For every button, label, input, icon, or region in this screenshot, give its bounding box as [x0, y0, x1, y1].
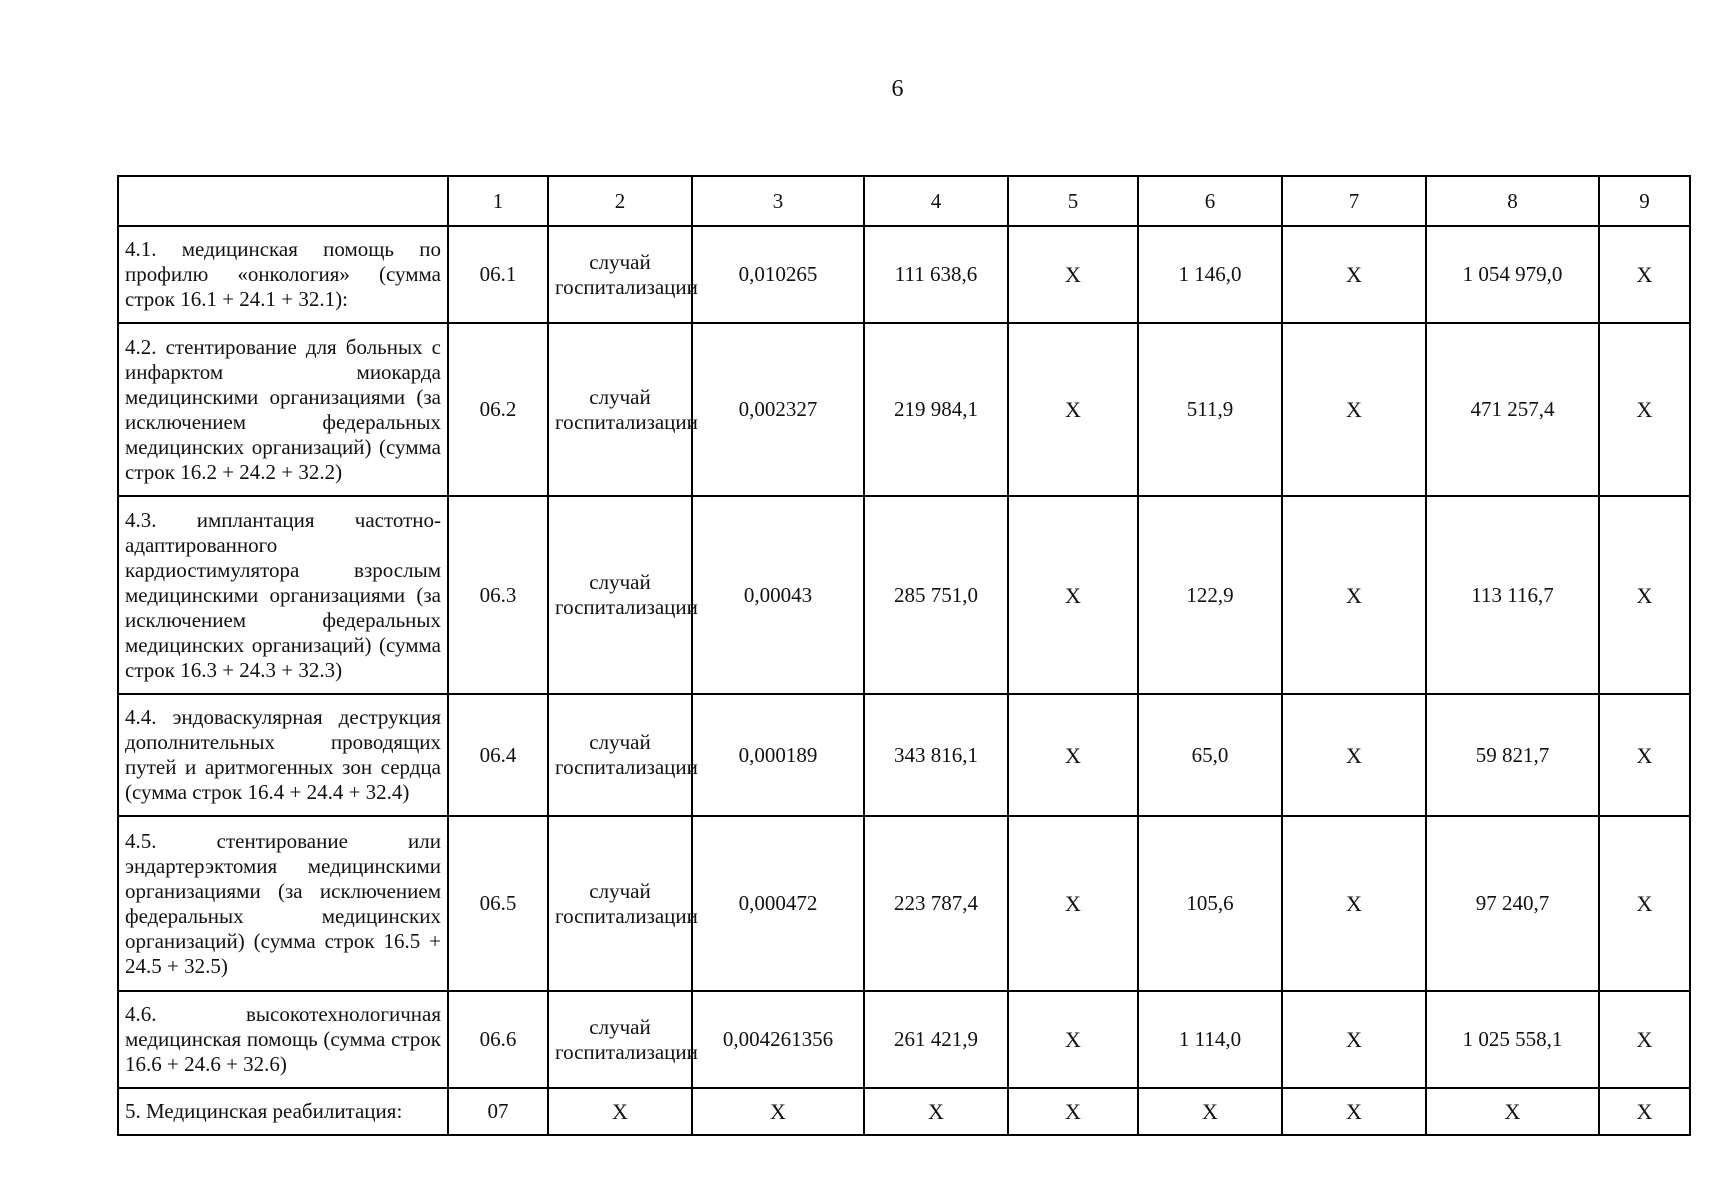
row-description: 4.4. эндоваскулярная деструкция дополнительных проводящих путей и аритмогенных зон сердца (сумма строк 16.4 + 24.4 + 32.4): [118, 694, 448, 816]
row-value: 65,0: [1138, 694, 1282, 816]
data-table: [117, 175, 1691, 1136]
row-description: 4.3. имплантация частотно-адаптированного кардиостимулятора взрослым медицинскими организациями (за исключением федеральных медицинских организаций) (сумма строк 16.3 + 24.3 + 32.3): [118, 496, 448, 694]
header-cell: 3: [692, 176, 864, 226]
row-value: 111 638,6: [864, 226, 1008, 323]
row-code: 06.6: [448, 991, 548, 1088]
header-cell: 2: [548, 176, 692, 226]
row-value: 1 146,0: [1138, 226, 1282, 323]
row-value: X: [1426, 1088, 1599, 1135]
row-unit: случай госпитализации: [548, 694, 692, 816]
header-cell: [118, 176, 448, 226]
row-value: 0,00043: [692, 496, 864, 694]
row-value: 105,6: [1138, 816, 1282, 991]
row-value: X: [1282, 226, 1426, 323]
table-row: [118, 1088, 1690, 1135]
row-value: 1 114,0: [1138, 991, 1282, 1088]
row-value: 0,002327: [692, 323, 864, 496]
row-value: X: [1599, 226, 1690, 323]
header-cell: 6: [1138, 176, 1282, 226]
row-value: 343 816,1: [864, 694, 1008, 816]
header-row: [118, 176, 1690, 226]
row-unit: случай госпитализации: [548, 816, 692, 991]
row-value: 261 421,9: [864, 991, 1008, 1088]
row-code: 06.4: [448, 694, 548, 816]
row-unit: случай госпитализации: [548, 226, 692, 323]
header-cell: 1: [448, 176, 548, 226]
row-description: 4.6. высокотехнологичная медицинская помощь (сумма строк 16.6 + 24.6 + 32.6): [118, 991, 448, 1088]
row-unit: случай госпитализации: [548, 991, 692, 1088]
row-value: X: [1599, 816, 1690, 991]
row-value: X: [1599, 496, 1690, 694]
row-value: X: [1599, 694, 1690, 816]
table-row: [118, 323, 1690, 496]
row-value: X: [864, 1088, 1008, 1135]
row-value: X: [1282, 991, 1426, 1088]
row-value: 97 240,7: [1426, 816, 1599, 991]
row-code: 06.2: [448, 323, 548, 496]
row-code: 06.3: [448, 496, 548, 694]
row-value: X: [1008, 991, 1138, 1088]
row-value: X: [1282, 496, 1426, 694]
row-value: X: [1008, 496, 1138, 694]
row-value: X: [1008, 323, 1138, 496]
header-cell: 9: [1599, 176, 1690, 226]
row-value: X: [1282, 1088, 1426, 1135]
row-value: X: [1599, 1088, 1690, 1135]
row-value: 471 257,4: [1426, 323, 1599, 496]
row-description: 4.2. стентирование для больных с инфарктом миокарда медицинскими организациями (за исключением федеральных медицинских организаций) (сумма строк 16.2 + 24.2 + 32.2): [118, 323, 448, 496]
row-value: X: [1008, 816, 1138, 991]
row-code: 06.5: [448, 816, 548, 991]
row-description: 5. Медицинская реабилитация:: [118, 1088, 448, 1135]
row-code: 06.1: [448, 226, 548, 323]
table-row: [118, 991, 1690, 1088]
row-value: X: [1282, 694, 1426, 816]
row-code: 07: [448, 1088, 548, 1135]
row-value: 59 821,7: [1426, 694, 1599, 816]
row-value: X: [1282, 323, 1426, 496]
header-cell: 8: [1426, 176, 1599, 226]
page-number: 6: [891, 76, 904, 102]
row-value: X: [1008, 226, 1138, 323]
row-value: 285 751,0: [864, 496, 1008, 694]
row-value: 113 116,7: [1426, 496, 1599, 694]
row-value: 0,004261356: [692, 991, 864, 1088]
row-value: 0,000472: [692, 816, 864, 991]
row-value: 1 054 979,0: [1426, 226, 1599, 323]
table-row: [118, 816, 1690, 991]
row-value: 223 787,4: [864, 816, 1008, 991]
row-unit: случай госпитализации: [548, 496, 692, 694]
table-row: [118, 496, 1690, 694]
header-cell: 5: [1008, 176, 1138, 226]
row-value: X: [692, 1088, 864, 1135]
row-unit: X: [548, 1088, 692, 1135]
header-cell: 4: [864, 176, 1008, 226]
row-description: 4.1. медицинская помощь по профилю «онкология» (сумма строк 16.1 + 24.1 + 32.1):: [118, 226, 448, 323]
table-row: [118, 694, 1690, 816]
row-value: 219 984,1: [864, 323, 1008, 496]
row-value: X: [1008, 694, 1138, 816]
table-row: [118, 226, 1690, 323]
row-value: 0,000189: [692, 694, 864, 816]
row-value: X: [1599, 323, 1690, 496]
row-value: X: [1599, 991, 1690, 1088]
row-value: 0,010265: [692, 226, 864, 323]
row-value: X: [1008, 1088, 1138, 1135]
row-value: 511,9: [1138, 323, 1282, 496]
row-unit: случай госпитализации: [548, 323, 692, 496]
row-value: 122,9: [1138, 496, 1282, 694]
row-value: 1 025 558,1: [1426, 991, 1599, 1088]
row-description: 4.5. стентирование или эндартерэктомия медицинскими организациями (за исключением федеральных медицинских организаций) (сумма строк 16.5 + 24.5 + 32.5): [118, 816, 448, 991]
row-value: X: [1138, 1088, 1282, 1135]
row-value: X: [1282, 816, 1426, 991]
header-cell: 7: [1282, 176, 1426, 226]
